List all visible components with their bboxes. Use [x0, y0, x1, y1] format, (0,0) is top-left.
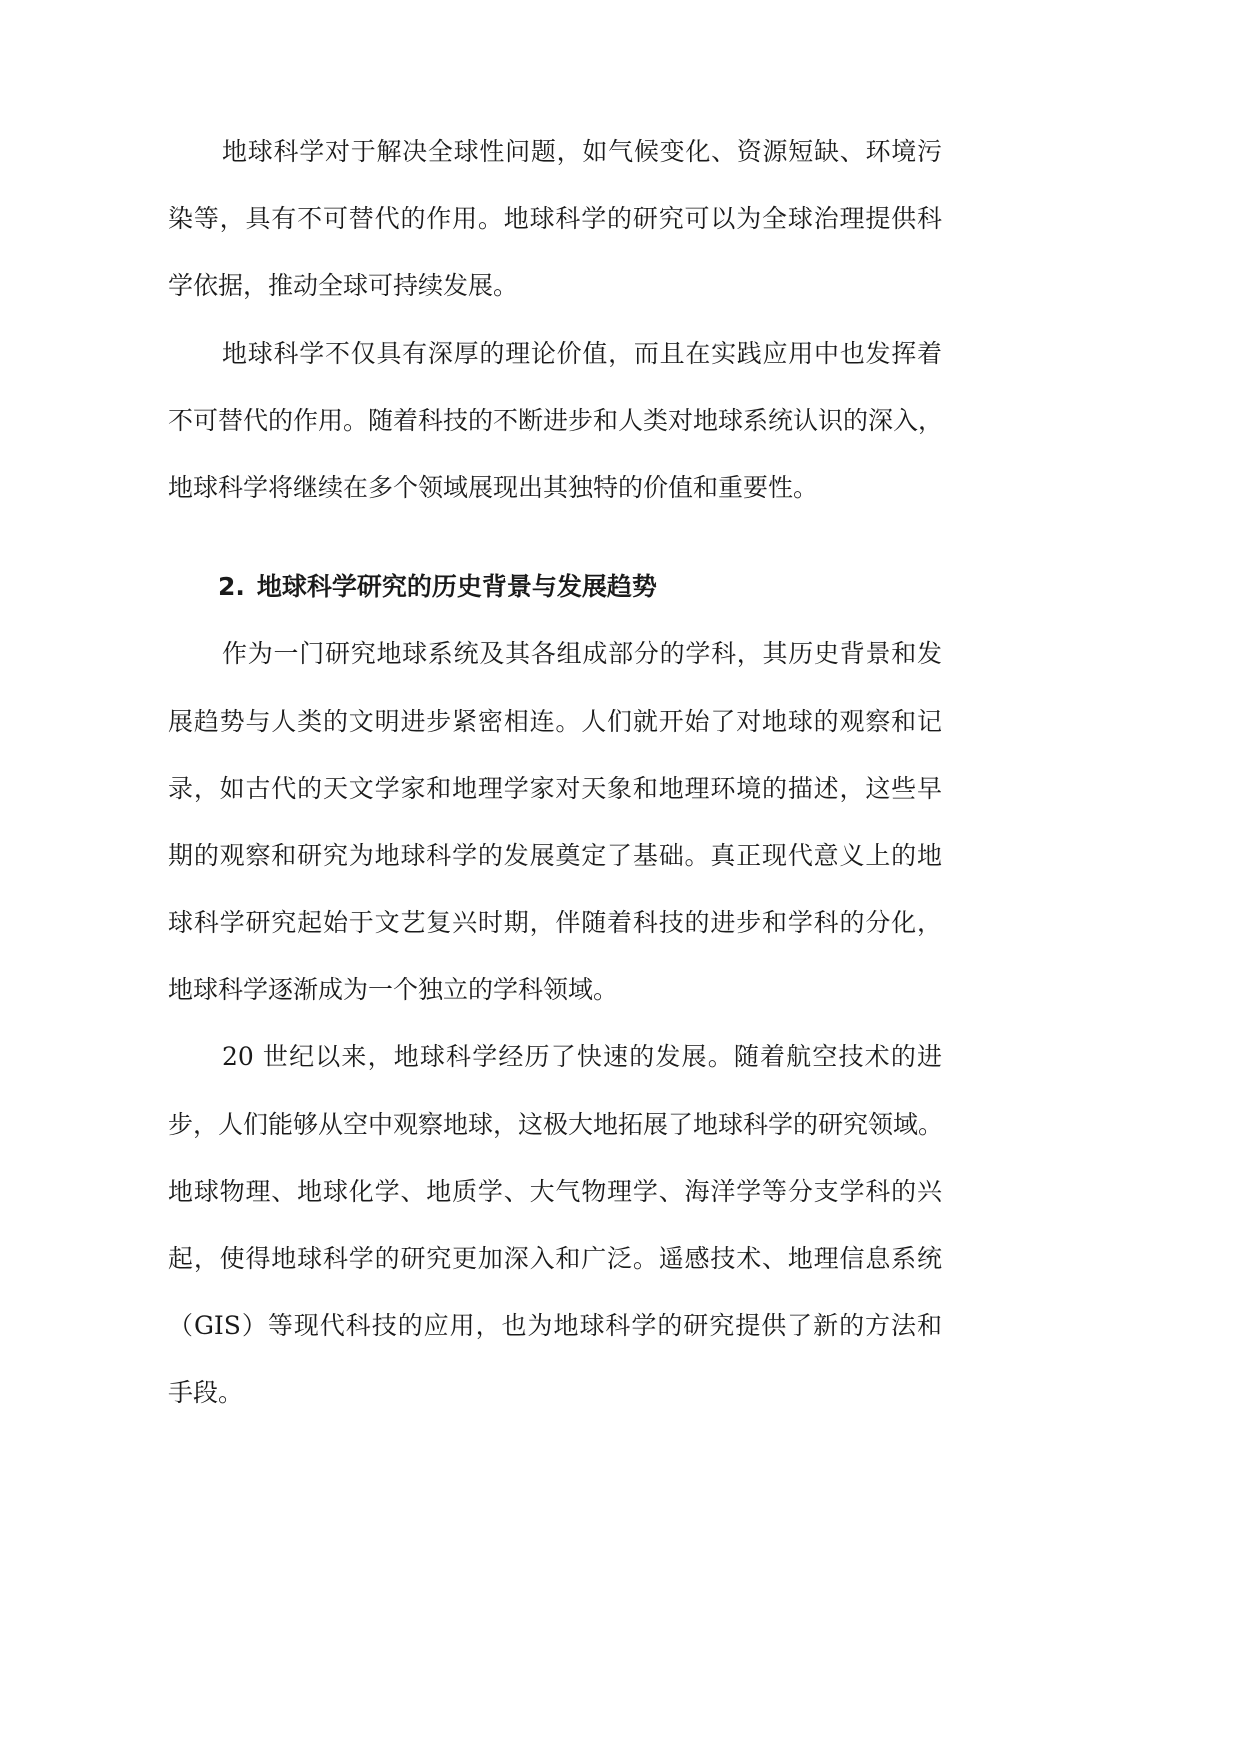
text-line: 期的观察和研究为地球科学的发展奠定了基础。真正现代意义上的地	[168, 840, 942, 870]
text-line: 地球科学不仅具有深厚的理论价值，而且在实践应用中也发挥着	[222, 338, 942, 368]
text-line: 不可替代的作用。随着科技的不断进步和人类对地球系统认识的深入，	[168, 405, 944, 435]
text-line: 起，使得地球科学的研究更加深入和广泛。遥感技术、地理信息系统	[168, 1244, 942, 1273]
paragraph-history	[168, 620, 942, 1023]
text-line: 展趋势与人类的文明进步紧密相连。人们就开始了对地球的观察和记	[168, 706, 942, 736]
text-line: 地球科学对于解决全球性问题，如气候变化、资源短缺、环境污	[222, 137, 942, 166]
text-line: 步，人们能够从空中观察地球，这极大地拓展了地球科学的研究领域。	[168, 1109, 944, 1139]
text-line: （GIS）等现代科技的应用，也为地球科学的研究提供了新的方法和	[168, 1311, 942, 1341]
text-line: 球科学研究起始于文艺复兴时期，伴随着科技的进步和学科的分化，	[168, 908, 942, 938]
text-line: 录，如古代的天文学家和地理学家对天象和地理环境的描述，这些早	[168, 773, 942, 803]
text-line: 地球物理、地球化学、地质学、大气物理学、海洋学等分支学科的兴	[168, 1176, 942, 1206]
text-column	[168, 118, 942, 1427]
text-line: 作为一门研究地球系统及其各组成部分的学科，其历史背景和发	[222, 639, 942, 669]
section-title: 地球科学研究的历史背景与发展趋势	[256, 572, 657, 602]
text-line: 手段。	[168, 1378, 244, 1408]
text-line: 地球科学逐渐成为一个独立的学科领域。	[168, 975, 619, 1005]
section-number: 2.	[218, 572, 245, 602]
text-line: 地球科学将继续在多个领域展现出其独特的价值和重要性。	[168, 472, 819, 502]
paragraph-global-issues	[168, 118, 942, 320]
paragraph-20th-century	[168, 1023, 942, 1426]
paragraph-value	[168, 320, 942, 522]
text-line: 染等，具有不可替代的作用。地球科学的研究可以为全球治理提供科	[168, 204, 942, 234]
section-heading	[168, 553, 942, 620]
text-line: 20 世纪以来，地球科学经历了快速的发展。随着航空技术的进	[222, 1042, 942, 1072]
text-line: 学依据，推动全球可持续发展。	[168, 271, 519, 301]
